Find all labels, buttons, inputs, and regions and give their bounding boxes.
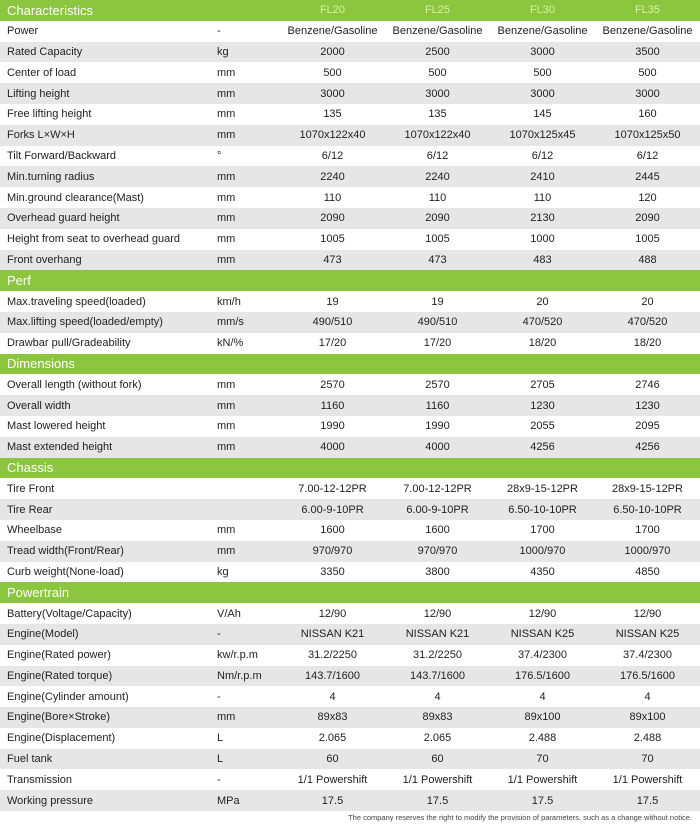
row-value: 17/20 [423, 337, 452, 350]
row-value: 3350 [320, 565, 345, 578]
table-row [0, 603, 700, 624]
row-value: 2055 [530, 420, 555, 433]
row-value: 60 [326, 753, 339, 766]
row-value: 89x83 [422, 711, 453, 724]
row-value: 143.7/1600 [304, 669, 361, 682]
row-value: 1070x125x50 [614, 129, 681, 142]
row-unit: - [217, 25, 221, 38]
row-value: 6.00-9-10PR [301, 503, 364, 516]
row-value: 176.5/1600 [514, 669, 571, 682]
table-row [0, 395, 700, 416]
table-row [0, 42, 700, 63]
row-value: 473 [323, 253, 342, 266]
row-value: 20 [641, 295, 654, 308]
row-value: 7.00-12-12PR [403, 482, 472, 495]
row-value: 89x100 [629, 711, 666, 724]
row-value: 2705 [530, 378, 555, 391]
row-value: NISSAN K21 [405, 628, 470, 641]
row-value: 2090 [425, 212, 450, 225]
table-row [0, 62, 700, 83]
row-value: Benzene/Gasoline [497, 25, 588, 38]
table-row [0, 499, 700, 520]
table-row [0, 749, 700, 770]
row-value: 1990 [425, 420, 450, 433]
row-unit: MPa [217, 794, 240, 807]
row-unit: kN/% [217, 337, 244, 350]
row-unit: mm [217, 191, 236, 204]
row-label: Fuel tank [7, 753, 53, 766]
row-value: 37.4/2300 [623, 649, 672, 662]
table-row [0, 686, 700, 707]
row-value: 6/12 [426, 149, 449, 162]
row-label: Overall width [7, 399, 71, 412]
row-value: 3000 [530, 45, 555, 58]
table-row [0, 333, 700, 354]
row-value: 160 [638, 108, 657, 121]
row-label: Max.traveling speed(loaded) [7, 295, 146, 308]
row-value: 1/1 Powershift [297, 773, 368, 786]
row-label: Tire Front [7, 482, 55, 495]
table-row [0, 520, 700, 541]
row-label: Curb weight(None-load) [7, 565, 124, 578]
row-unit: mm [217, 129, 236, 142]
row-value: 470/520 [627, 316, 668, 329]
table-row [0, 250, 700, 271]
row-label: Engine(Cylinder amount) [7, 690, 129, 703]
row-value: 18/20 [633, 337, 662, 350]
row-value: 2.488 [528, 732, 557, 745]
row-unit: mm [217, 378, 236, 391]
table-row [0, 728, 700, 749]
row-value: 1070x125x45 [509, 129, 576, 142]
row-value: 2000 [320, 45, 345, 58]
row-value: 17.5 [321, 794, 344, 807]
row-value: 17/20 [318, 337, 347, 350]
row-value: 6.50-10-10PR [508, 503, 577, 516]
row-value: 2130 [530, 212, 555, 225]
row-label: Height from seat to overhead guard [7, 233, 181, 246]
row-value: 1600 [425, 524, 450, 537]
row-value: 2500 [425, 45, 450, 58]
table-row [0, 707, 700, 728]
table-row [0, 645, 700, 666]
row-unit: km/h [217, 295, 241, 308]
row-label: Rated Capacity [7, 45, 83, 58]
row-value: 2570 [320, 378, 345, 391]
row-value: 1000/970 [624, 545, 671, 558]
row-value: 500 [428, 66, 447, 79]
table-row [0, 478, 700, 499]
row-unit: L [217, 732, 224, 745]
row-unit: mm [217, 545, 236, 558]
row-value: 19 [431, 295, 444, 308]
table-row [0, 229, 700, 250]
row-value: 1/1 Powershift [612, 773, 683, 786]
row-unit: L [217, 753, 224, 766]
row-value: 2240 [425, 170, 450, 183]
row-value: 3000 [530, 87, 555, 100]
row-unit: mm [217, 524, 236, 537]
row-value: 1160 [425, 399, 450, 412]
table-row [0, 416, 700, 437]
section-title: Chassis [7, 460, 54, 476]
row-value: 17.5 [531, 794, 554, 807]
row-label: Overhead guard height [7, 212, 120, 225]
row-value: 2090 [635, 212, 660, 225]
row-value: 110 [428, 191, 447, 204]
row-value: 1000 [530, 233, 555, 246]
row-unit: - [217, 628, 221, 641]
row-value: 1990 [320, 420, 345, 433]
row-value: 1/1 Powershift [507, 773, 578, 786]
row-value: 500 [638, 66, 657, 79]
row-value: 4000 [320, 441, 345, 454]
row-value: Benzene/Gasoline [392, 25, 483, 38]
row-value: 1070x122x40 [404, 129, 471, 142]
row-value: 3800 [425, 565, 450, 578]
table-row [0, 769, 700, 790]
row-value: 31.2/2250 [413, 649, 462, 662]
section-title: Powertrain [7, 585, 70, 601]
row-value: 37.4/2300 [518, 649, 567, 662]
row-value: 488 [638, 253, 657, 266]
row-value: 4256 [530, 441, 555, 454]
row-unit: mm [217, 253, 236, 266]
table-row [0, 125, 700, 146]
row-label: Tread width(Front/Rear) [7, 545, 124, 558]
row-value: 6/12 [531, 149, 554, 162]
row-value: 6.00-9-10PR [406, 503, 469, 516]
table-row [0, 187, 700, 208]
row-label: Engine(Bore×Stroke) [7, 711, 111, 724]
row-unit: mm [217, 711, 236, 724]
row-unit: mm [217, 66, 236, 79]
table-row [0, 312, 700, 333]
section-header-perf [0, 270, 700, 291]
row-label: Drawbar pull/Gradeability [7, 337, 131, 350]
table-row [0, 790, 700, 811]
row-label: Engine(Displacement) [7, 732, 116, 745]
row-label: Min.ground clearance(Mast) [7, 191, 144, 204]
row-value: 6/12 [321, 149, 344, 162]
table-row [0, 374, 700, 395]
row-label: Front overhang [7, 253, 82, 266]
table-row [0, 437, 700, 458]
section-header-chassis [0, 458, 700, 479]
row-value: 1160 [320, 399, 345, 412]
row-value: 12/90 [633, 607, 662, 620]
row-value: 2570 [425, 378, 450, 391]
row-value: Benzene/Gasoline [287, 25, 378, 38]
row-label: Working pressure [7, 794, 93, 807]
row-unit: ° [217, 149, 222, 162]
section-header-characteristics [0, 0, 700, 21]
section-title: Dimensions [7, 356, 75, 372]
row-value: 28x9-15-12PR [612, 482, 683, 495]
table-row [0, 291, 700, 312]
row-label: Lifting height [7, 87, 70, 100]
section-title: Perf [7, 273, 31, 289]
row-value: 1005 [425, 233, 450, 246]
table-row [0, 166, 700, 187]
row-value: 470/520 [522, 316, 563, 329]
row-value: 12/90 [423, 607, 452, 620]
section-header-powertrain [0, 582, 700, 603]
row-unit: mm [217, 212, 236, 225]
row-value: 4350 [530, 565, 555, 578]
row-value: 3000 [320, 87, 345, 100]
table-row [0, 104, 700, 125]
row-label: Transmission [7, 773, 72, 786]
row-value: 110 [533, 191, 552, 204]
row-value: 135 [323, 108, 342, 121]
row-value: 4256 [635, 441, 660, 454]
row-value: 1600 [320, 524, 345, 537]
row-value: 1700 [635, 524, 660, 537]
model-header: FL30 [529, 4, 556, 17]
row-value: NISSAN K25 [615, 628, 680, 641]
row-value: 70 [536, 753, 549, 766]
row-label: Mast extended height [7, 441, 113, 454]
table-row [0, 562, 700, 583]
row-value: 2.065 [423, 732, 452, 745]
row-value: 18/20 [528, 337, 557, 350]
footer-note: The company reserves the right to modify the provision of parameters, such as a change without notice. [348, 813, 692, 823]
row-value: 970/970 [312, 545, 353, 558]
row-label: Max.lifting speed(loaded/empty) [7, 316, 163, 329]
row-label: Min.turning radius [7, 170, 95, 183]
row-unit: kw/r.p.m [217, 649, 258, 662]
row-value: 89x100 [524, 711, 561, 724]
row-value: 4 [644, 690, 651, 703]
table-row [0, 208, 700, 229]
row-value: 1700 [530, 524, 555, 537]
row-value: 490/510 [312, 316, 353, 329]
row-label: Forks L×W×H [7, 129, 75, 142]
row-value: Benzene/Gasoline [602, 25, 693, 38]
row-unit: - [217, 773, 221, 786]
row-value: 500 [533, 66, 552, 79]
row-label: Engine(Rated power) [7, 649, 111, 662]
row-value: 12/90 [528, 607, 557, 620]
row-value: 1005 [320, 233, 345, 246]
row-value: 60 [431, 753, 444, 766]
row-label: Tilt Forward/Backward [7, 149, 117, 162]
row-value: 17.5 [426, 794, 449, 807]
row-value: 1070x122x40 [299, 129, 366, 142]
row-value: 1005 [635, 233, 660, 246]
row-label: Wheelbase [7, 524, 63, 537]
row-label: Overall length (without fork) [7, 378, 142, 391]
row-value: 2445 [635, 170, 660, 183]
row-label: Power [7, 25, 39, 38]
row-value: 143.7/1600 [409, 669, 466, 682]
model-header: FL20 [319, 4, 346, 17]
row-value: 145 [533, 108, 552, 121]
row-value: 17.5 [636, 794, 659, 807]
row-value: 135 [428, 108, 447, 121]
row-value: 1230 [530, 399, 555, 412]
row-value: 28x9-15-12PR [507, 482, 578, 495]
row-value: NISSAN K21 [300, 628, 365, 641]
row-value: 31.2/2250 [308, 649, 357, 662]
row-value: 1000/970 [519, 545, 566, 558]
row-value: 20 [536, 295, 549, 308]
row-value: 89x83 [317, 711, 348, 724]
row-value: 2240 [320, 170, 345, 183]
row-value: 7.00-12-12PR [298, 482, 367, 495]
row-value: 2410 [530, 170, 555, 183]
row-value: 4 [434, 690, 441, 703]
row-label: Tire Rear [7, 503, 53, 516]
row-value: 483 [533, 253, 552, 266]
row-value: 3500 [635, 45, 660, 58]
row-value: 3000 [425, 87, 450, 100]
row-value: 4 [329, 690, 336, 703]
row-value: 1/1 Powershift [402, 773, 473, 786]
row-value: 970/970 [417, 545, 458, 558]
row-value: 2090 [320, 212, 345, 225]
row-label: Mast lowered height [7, 420, 106, 433]
row-value: 6.50-10-10PR [613, 503, 682, 516]
section-header-dimensions [0, 354, 700, 375]
row-label: Free lifting height [7, 108, 92, 121]
row-label: Center of load [7, 66, 77, 79]
row-value: 4 [539, 690, 546, 703]
row-unit: kg [217, 45, 229, 58]
row-value: 1230 [635, 399, 660, 412]
row-unit: mm [217, 233, 236, 246]
row-unit: mm [217, 420, 236, 433]
row-value: 2746 [635, 378, 660, 391]
row-value: 3000 [635, 87, 660, 100]
row-value: 2095 [635, 420, 660, 433]
table-row [0, 666, 700, 687]
table-row [0, 83, 700, 104]
row-label: Engine(Rated torque) [7, 669, 113, 682]
section-title: Characteristics [7, 2, 93, 18]
row-unit: mm [217, 108, 236, 121]
row-value: 110 [323, 191, 342, 204]
row-value: 490/510 [417, 316, 458, 329]
row-label: Engine(Model) [7, 628, 79, 641]
table-row [0, 146, 700, 167]
row-value: 176.5/1600 [619, 669, 676, 682]
row-value: 70 [641, 753, 654, 766]
row-value: 6/12 [636, 149, 659, 162]
row-unit: Nm/r.p.m [217, 669, 262, 682]
model-header: FL25 [424, 4, 451, 17]
row-unit: - [217, 690, 221, 703]
row-value: 4000 [425, 441, 450, 454]
row-unit: mm/s [217, 316, 244, 329]
model-header: FL35 [634, 4, 661, 17]
row-unit: mm [217, 441, 236, 454]
row-value: 500 [323, 66, 342, 79]
row-value: 12/90 [318, 607, 347, 620]
table-row [0, 624, 700, 645]
row-value: NISSAN K25 [510, 628, 575, 641]
row-unit: kg [217, 565, 229, 578]
table-row [0, 21, 700, 42]
row-value: 4850 [635, 565, 660, 578]
row-value: 19 [326, 295, 339, 308]
row-label: Battery(Voltage/Capacity) [7, 607, 132, 620]
row-unit: V/Ah [217, 607, 241, 620]
row-unit: mm [217, 170, 236, 183]
row-value: 473 [428, 253, 447, 266]
row-value: 2.488 [633, 732, 662, 745]
row-unit: mm [217, 399, 236, 412]
table-row [0, 541, 700, 562]
row-value: 120 [638, 191, 657, 204]
row-unit: mm [217, 87, 236, 100]
row-value: 2.065 [318, 732, 347, 745]
